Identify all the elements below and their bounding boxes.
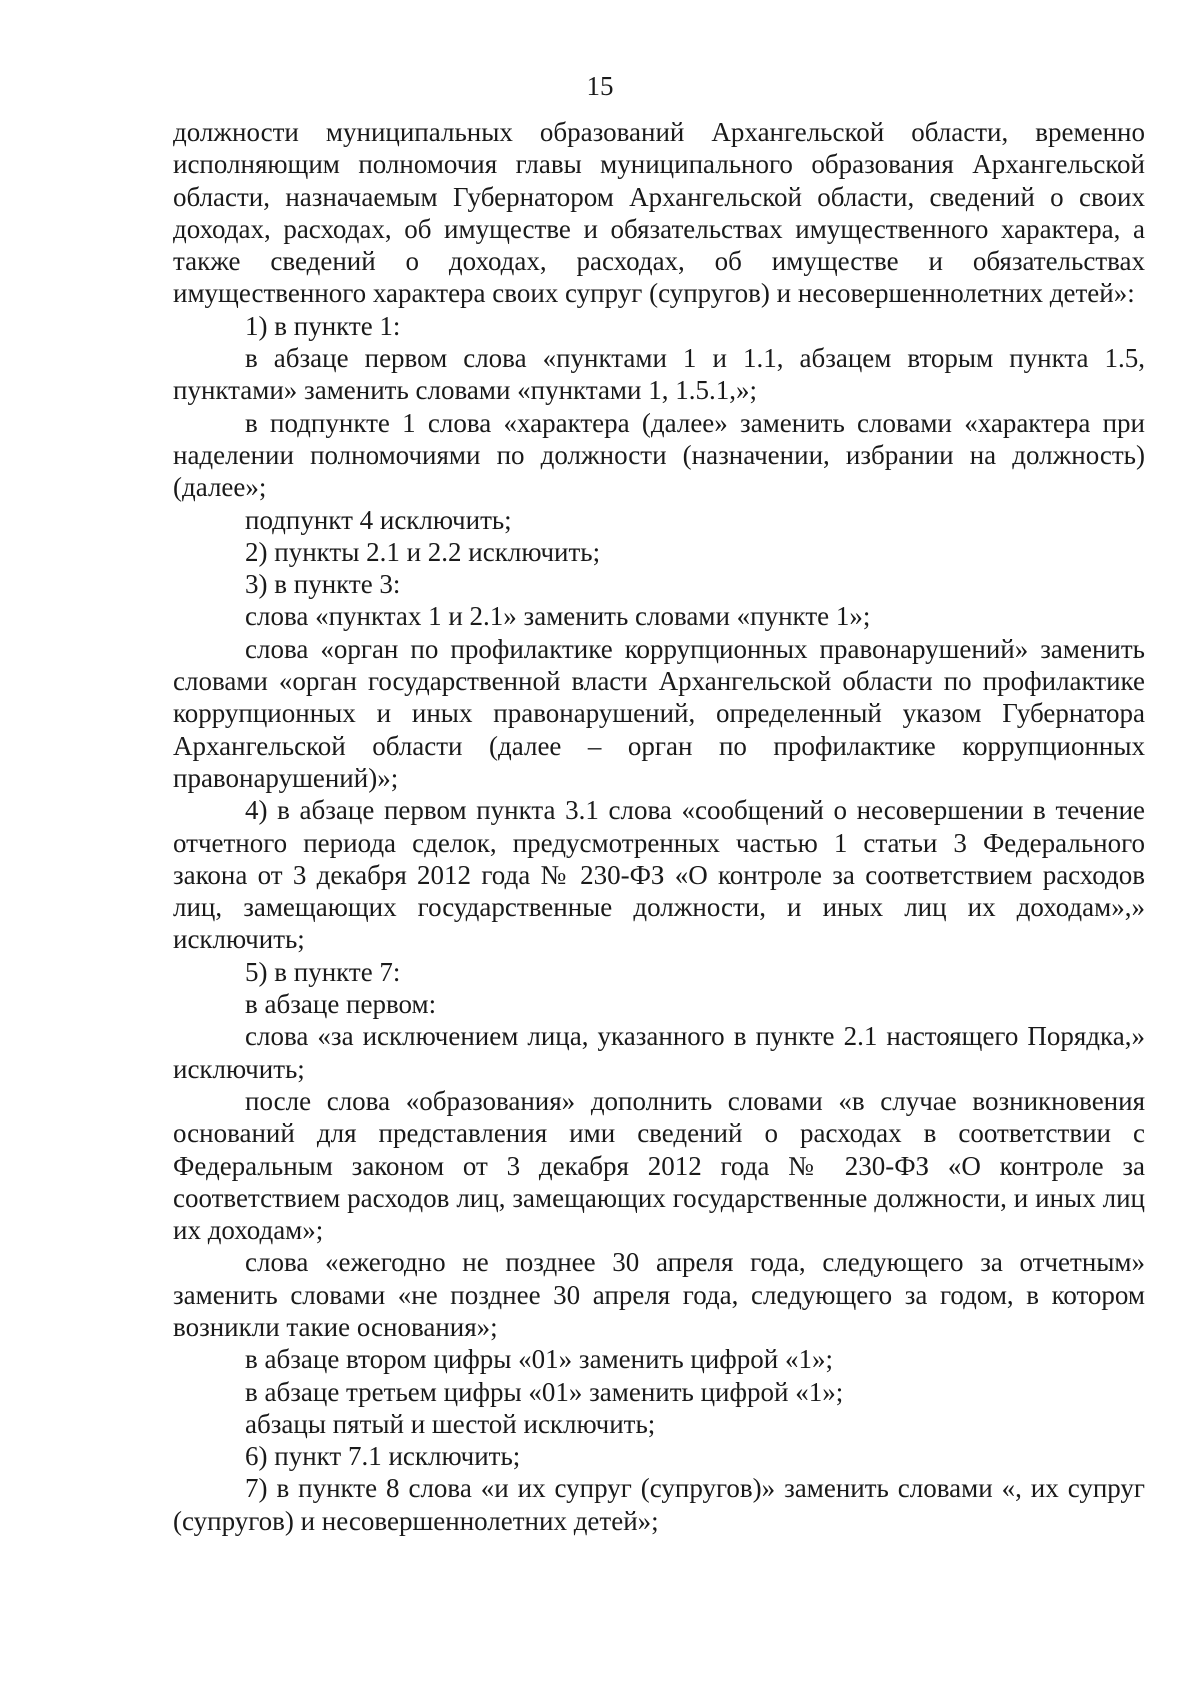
paragraph: 2) пункты 2.1 и 2.2 исключить; <box>245 536 601 567</box>
paragraph: 6) пункт 7.1 исключить; <box>245 1441 521 1472</box>
paragraph: в абзаце первом слова «пунктами 1 и 1.1, абзацем вторым пункта 1.5, пунктами» заменить словами «пунктами 1, 1.5.1,»; <box>173 343 1145 406</box>
paragraph: слова «за исключением лица, указанного в пункте 2.1 настоящего Порядка,» исключить; <box>173 1021 1145 1084</box>
paragraph: 4) в абзаце первом пункта 3.1 слова «сообщений о несовершении в течение отчетного периода сделок, предусмотренных частью 1 статьи 3 Федерального закона от 3 декабря 2012 года № 230-ФЗ «О контроле за соответствием расходов лиц, замещающих государственные должности, и иных лиц их доходам»,» исключить; <box>173 795 1145 955</box>
page-number: 15 <box>586 71 614 101</box>
paragraph: после слова «образования» дополнить словами «в случае возникновения оснований для представления ими сведений о расходах в соответствии с Федеральным законом от 3 декабря 2012 года № 230-ФЗ «О контроле за соответствием расходов лиц, замещающих государственные должности, и иных лиц их доходам»; <box>173 1085 1145 1246</box>
paragraph: в абзаце третьем цифры «01» заменить цифрой «1»; <box>245 1376 844 1407</box>
paragraph: 7) в пункте 8 слова «и их супруг (супругов)» заменить словами «, их супруг (супругов) и несовершеннолетних детей»; <box>173 1473 1145 1536</box>
paragraph: 5) в пункте 7: <box>245 956 401 987</box>
paragraph: подпункт 4 исключить; <box>245 504 512 535</box>
paragraph: в абзаце втором цифры «01» заменить цифрой «1»; <box>245 1344 834 1375</box>
paragraph: 3) в пункте 3: <box>245 569 401 600</box>
paragraph: в абзаце первом: <box>245 989 437 1020</box>
paragraph: 1) в пункте 1: <box>245 310 401 341</box>
paragraph: должности муниципальных образований Архангельской области, временно исполняющим полномочия главы муниципального образования Архангельской области, назначаемым Губернатором Архангельской области, сведений о своих доходах, расходах, об имуществе и обязательствах имущественного характера, а также сведений о доходах, расходах, об имуществе и обязательствах имущественного характера своих супруг (супругов) и несовершеннолетних детей»: <box>173 117 1145 309</box>
paragraph: слова «ежегодно не позднее 30 апреля года, следующего за отчетным» заменить словами «не позднее 30 апреля года, следующего за годом, в котором возникли такие основания»; <box>173 1247 1145 1342</box>
paragraph: абзацы пятый и шестой исключить; <box>245 1408 656 1439</box>
paragraph: слова «пунктах 1 и 2.1» заменить словами «пункте 1»; <box>245 601 871 632</box>
document-body <box>173 116 1145 1537</box>
paragraph: в подпункте 1 слова «характера (далее» заменить словами «характера при наделении полномочиями по должности (назначении, избрании на должность) (далее»; <box>173 407 1145 503</box>
paragraph: слова «орган по профилактике коррупционных правонарушений» заменить словами «орган государственной власти Архангельской области по профилактике коррупционных и иных правонарушений, определенный указом Губернатора Архангельской области (далее – орган по профилактике коррупционных правонарушений)»; <box>173 633 1145 793</box>
